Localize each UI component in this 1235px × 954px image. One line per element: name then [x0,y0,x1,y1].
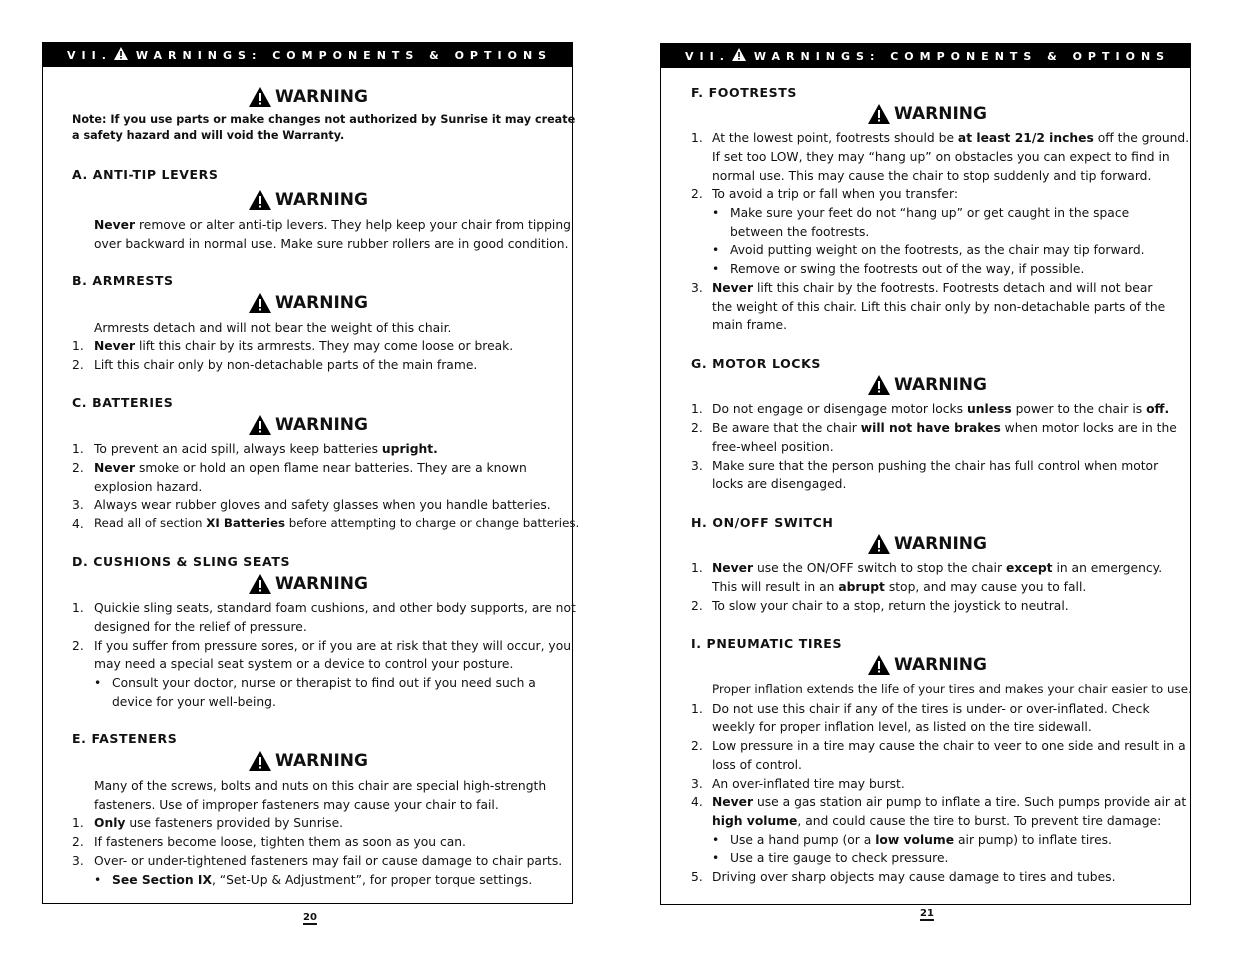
bullet-item: Make sure your feet do not “hang up” or get caught in the space [730,206,1130,220]
warning-triangle-icon [868,534,890,554]
warning-triangle-icon [868,375,890,395]
list-item-continued: main frame. [712,318,788,332]
list-number: 2. [72,461,84,475]
list-number: 2. [72,835,84,849]
list-item: Over- or under-tightened fasteners may fail or cause damage to chair parts. [94,854,563,868]
list-item: Driving over sharp objects may cause damage to tires and tubes. [712,870,1116,884]
body-line: Many of the screws, bolts and nuts on this chair are special high-strength [94,779,547,793]
list-item: If fasteners become loose, tighten them as soon as you can. [94,835,466,849]
list-number: 3. [691,459,703,473]
list-number: 1. [72,816,84,830]
bullet-mark: • [712,243,720,257]
warning-triangle-icon [249,190,271,210]
list-item: Never lift this chair by its armrests. They may come loose or break. [94,339,514,353]
list-item: If you suffer from pressure sores, or if you are at risk that they will occur, you [94,639,572,653]
warning-heading: WARNING [868,375,987,395]
list-item-continued: If set too LOW, they may “hang up” on obstacles you can expect to find in [712,150,1170,164]
list-item-continued: loss of control. [712,758,802,772]
list-number: 2. [691,187,703,201]
section-title-armrests: B. ARMRESTS [72,273,174,288]
warning-heading: WARNING [249,87,368,107]
list-item-continued: the weight of this chair. Lift this chair only by non-detachable parts of the [712,300,1166,314]
warning-triangle-icon [249,751,271,771]
bullet-item: Consult your doctor, nurse or therapist to find out if you need such a [112,676,536,690]
warning-heading: WARNING [249,415,368,435]
warning-heading: WARNING [249,293,368,313]
list-number: 4. [691,795,703,809]
list-item: Do not use this chair if any of the tires is under- or over-inflated. Check [712,702,1150,716]
warning-triangle-icon [732,48,746,64]
warning-heading: WARNING [868,655,987,675]
section-title-anti-tip: A. ANTI-TIP LEVERS [72,167,219,182]
list-number: 2. [72,358,84,372]
warning-heading: WARNING [249,751,368,771]
list-item: Make sure that the person pushing the chair has full control when motor [712,459,1159,473]
list-number: 3. [72,498,84,512]
list-number: 3. [691,777,703,791]
page-left [42,42,580,904]
list-item: Never use a gas station air pump to inflate a tire. Such pumps provide air at [712,795,1187,809]
list-number: 1. [691,131,703,145]
list-item-continued: free-wheel position. [712,440,834,454]
list-item: To prevent an acid spill, always keep batteries upright. [94,442,438,456]
list-item: Lift this chair only by non-detachable parts of the main frame. [94,358,478,372]
header-label: VII. [685,49,730,63]
bullet-item: Avoid putting weight on the footrests, as the chair may tip forward. [730,243,1145,257]
list-number: 2. [691,739,703,753]
list-number: 1. [691,402,703,416]
list-item: Never smoke or hold an open flame near batteries. They are a known [94,461,527,475]
list-number: 1. [72,442,84,456]
list-number: 1. [691,561,703,575]
bullet-item-continued: device for your well-being. [112,695,276,709]
list-item-continued: high volume, and could cause the tire to burst. To prevent tire damage: [712,814,1162,828]
section-title-motor-locks: G. MOTOR LOCKS [691,356,821,371]
bullet-mark: • [712,262,720,276]
list-number: 5. [691,870,703,884]
bullet-item: Use a tire gauge to check pressure. [730,851,949,865]
section-title-footrests: F. FOOTRESTS [691,85,798,100]
list-item: At the lowest point, footrests should be at least 21/2 inches off the ground. [712,131,1190,145]
list-number: 4. [72,517,84,531]
header-label: VII. [67,48,112,62]
list-number: 3. [691,281,703,295]
body-line: Never remove or alter anti-tip levers. They help keep your chair from tipping [94,218,571,232]
list-item: Be aware that the chair will not have brakes when motor locks are in the [712,421,1177,435]
list-item-continued: explosion hazard. [94,480,203,494]
section-title-on-off-switch: H. ON/OFF SWITCH [691,515,834,530]
body-line: over backward in normal use. Make sure rubber rollers are in good condition. [94,237,569,251]
header-title: WARNINGS: COMPONENTS & OPTIONS [753,49,1171,63]
list-number: 2. [691,599,703,613]
list-item: Quickie sling seats, standard foam cushions, and other body supports, are not [94,601,576,615]
bullet-mark: • [94,873,102,887]
list-number: 3. [72,854,84,868]
note-text: a safety hazard and will void the Warranty. [72,129,345,142]
warning-triangle-icon [249,415,271,435]
list-item: To slow your chair to a stop, return the joystick to neutral. [712,599,1069,613]
bullet-mark: • [712,833,720,847]
warning-heading: WARNING [249,190,368,210]
list-number: 1. [72,601,84,615]
list-item: To avoid a trip or fall when you transfer: [712,187,958,201]
page-number-right: 21 [920,908,934,919]
list-item: Always wear rubber gloves and safety glasses when you handle batteries. [94,498,551,512]
section-header-bar [43,43,572,67]
section-title-batteries: C. BATTERIES [72,395,174,410]
bullet-item-continued: between the footrests. [730,225,870,239]
list-item: An over-inflated tire may burst. [712,777,905,791]
warning-heading: WARNING [868,534,987,554]
section-title-fasteners: E. FASTENERS [72,731,178,746]
list-item-continued: This will result in an abrupt stop, and may cause you to fall. [712,580,1087,594]
list-item: Never lift this chair by the footrests. Footrests detach and will not bear [712,281,1153,295]
warning-triangle-icon [114,47,128,63]
warning-heading: WARNING [249,574,368,594]
page-number-left: 20 [303,912,317,923]
section-title-pneumatic-tires: I. PNEUMATIC TIRES [691,636,843,651]
warning-triangle-icon [249,574,271,594]
warning-triangle-icon [249,87,271,107]
list-item: Never use the ON/OFF switch to stop the chair except in an emergency. [712,561,1163,575]
warning-triangle-icon [249,293,271,313]
body-line: fasteners. Use of improper fasteners may cause your chair to fail. [94,798,499,812]
warning-triangle-icon [868,655,890,675]
list-item-continued: designed for the relief of pressure. [94,620,307,634]
list-item: Only use fasteners provided by Sunrise. [94,816,344,830]
list-number: 1. [691,702,703,716]
list-item-continued: weekly for proper inflation level, as listed on the tire sidewall. [712,720,1092,734]
warning-heading: WARNING [868,104,987,124]
note-text: Note: If you use parts or make changes not authorized by Sunrise it may create [72,113,576,126]
list-item: Do not engage or disengage motor locks unless power to the chair is off. [712,402,1170,416]
bullet-mark: • [94,676,102,690]
bullet-item: See Section IX, “Set-Up & Adjustment”, for proper torque settings. [112,873,533,887]
list-item: Read all of section XI Batteries before attempting to charge or change batteries. [94,516,580,530]
list-item-continued: normal use. This may cause the chair to stop suddenly and tip forward. [712,169,1152,183]
section-title-cushions: D. CUSHIONS & SLING SEATS [72,554,291,569]
page-right [660,43,1191,905]
list-item: Low pressure in a tire may cause the chair to veer to one side and result in a [712,739,1186,753]
bullet-item: Remove or swing the footrests out of the way, if possible. [730,262,1085,276]
list-number: 2. [691,421,703,435]
section-header-bar [661,44,1190,68]
list-number: 2. [72,639,84,653]
body-line: Proper inflation extends the life of your tires and makes your chair easier to use. [712,682,1192,696]
bullet-mark: • [712,206,720,220]
list-item-continued: may need a special seat system or a device to control your posture. [94,657,514,671]
bullet-mark: • [712,851,720,865]
warning-triangle-icon [868,104,890,124]
list-number: 1. [72,339,84,353]
body-line: Armrests detach and will not bear the weight of this chair. [94,321,452,335]
header-title: WARNINGS: COMPONENTS & OPTIONS [135,48,553,62]
bullet-item: Use a hand pump (or a low volume air pump) to inflate tires. [730,833,1112,847]
list-item-continued: locks are disengaged. [712,477,847,491]
